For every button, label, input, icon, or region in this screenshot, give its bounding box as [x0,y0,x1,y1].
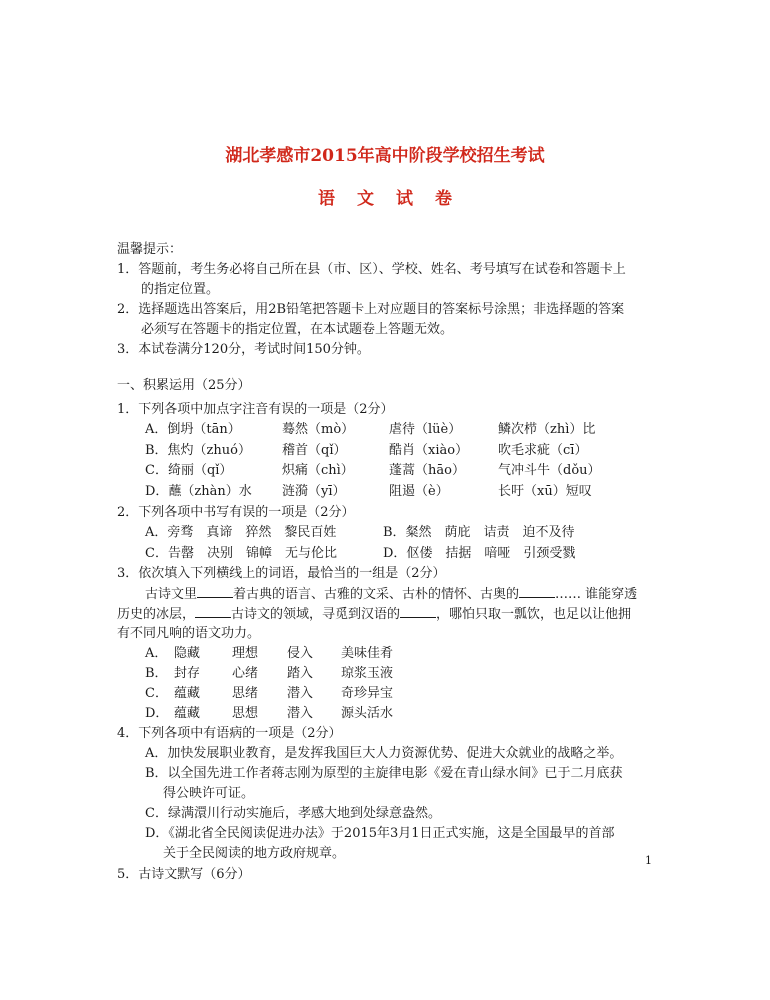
q1-option-c: C．绮丽（qǐ） [145,463,233,478]
q3-a-word-1: 隐藏 [174,646,201,661]
q4-option-d-cont: 关于全民阅读的地方政府规章。 [163,846,346,861]
q1-b-word-4: 吹毛求疵（cī） [498,443,588,458]
q1-option-d: D．蘸（zhàn）水 [145,484,252,499]
q1-a-word-4: 鳞次栉（zhì）比 [498,422,596,437]
q4-option-d: D．《湖北省全民阅读促进办法》于2015年3月1日正式实施，这是全国最早的首部 [145,826,615,841]
q1-option-a: A．倒坍（tān） [145,422,241,437]
q3-d-word-3: 潜入 [287,706,314,721]
q3-option-d-label: D． [145,706,169,721]
q3-b-word-1: 封存 [174,666,201,681]
q3-a-word-3: 侵入 [287,646,314,661]
q3-passage-line-3: 有不同凡响的语文功力。 [117,626,261,641]
q4-option-c: C．绿满澴川行动实施后，孝感大地到处绿意盎然。 [145,806,441,821]
q3-d-word-2: 思想 [232,706,259,721]
q3-option-a-label: A． [145,646,168,661]
notice-item-1-cont: 的指定位置。 [141,282,220,297]
q1-d-word-2: 涟漪（yī） [282,484,346,499]
notice-item-1: 1．答题前，考生务必将自己所在县（市、区）、学校、姓名、考号填写在试卷和答题卡上 [117,262,626,277]
q3-passage-line-1: 古诗文里 着古典的语言、古雅的文采、古朴的情怀、古奥的 …… 谁能穿透 [145,587,638,602]
q1-d-word-4: 长吁（xū）短叹 [498,484,592,499]
q3-d-word-1: 蕴藏 [174,706,201,721]
exam-subtitle: 语文试卷 [318,189,474,209]
question-4-stem: 4．下列各项中有语病的一项是（2分） [117,726,342,741]
notice-item-2: 2．选择题选出答案后，用2B铅笔把答题卡上对应题目的答案标号涂黑；非选择题的答案 [117,302,625,317]
question-2-stem: 2．下列各项中书写有误的一项是（2分） [117,505,355,520]
q3-b-word-4: 琼浆玉液 [341,666,394,681]
exam-title: 湖北孝感市2015年高中阶段学校招生考试 [225,146,545,166]
q1-a-word-2: 蓦然（mò） [282,422,355,437]
q2-option-d: D．伛偻 拮据 喑哑 引颈受戮 [383,546,576,561]
q4-option-b-cont: 得公映许可证。 [163,786,255,801]
notice-item-3: 3．本试卷满分120分，考试时间150分钟。 [117,342,370,357]
q3-b-word-3: 踏入 [287,666,314,681]
q4-option-b: B．以全国先进工作者蒋志刚为原型的主旋律电影《爱在青山绿水间》已于二月底获 [145,766,623,781]
question-3-stem: 3．依次填入下列横线上的词语，最恰当的一组是（2分） [117,566,446,581]
q2-option-c: C．告罄 决别 锦幛 无与伦比 [145,546,337,561]
q1-c-word-3: 蓬蒿（hāo） [389,463,465,478]
q3-a-word-4: 美味佳肴 [341,646,394,661]
q4-option-a: A．加快发展职业教育，是发挥我国巨大人力资源优势、促进大众就业的战略之举。 [145,746,623,761]
q1-b-word-2: 稽首（qǐ） [282,443,347,458]
q3-a-word-2: 理想 [232,646,259,661]
question-5-stem: 5．古诗文默写（6分） [117,867,251,882]
q3-option-b-label: B． [145,666,168,681]
q2-option-a: A．旁骛 真谛 猝然 黎民百姓 [145,525,337,540]
q1-c-word-2: 炽痛（chì） [282,463,354,478]
q1-b-word-3: 酷肖（xiào） [389,443,469,458]
q3-c-word-3: 潜入 [287,686,314,701]
q3-passage-line-2: 历史的冰层， 古诗文的领域，寻觅到汉语的 ，哪怕只取一瓢饮，也足以让他拥 [117,607,632,622]
q3-d-word-4: 源头活水 [341,706,394,721]
q3-option-c-label: C． [145,686,168,701]
q3-c-word-4: 奇珍异宝 [341,686,394,701]
q1-option-b: B．焦灼（zhuó） [145,443,251,458]
section-heading: 一、积累运用（25分） [117,378,251,393]
page-number: 1 [645,854,652,867]
notice-item-2-cont: 必须写在答题卡的指定位置，在本试题卷上答题无效。 [141,322,454,337]
notice-heading: 温馨提示： [117,242,183,257]
q1-d-word-3: 阻遏（è） [389,484,449,499]
q3-c-word-2: 思绪 [232,686,259,701]
q3-c-word-1: 蕴藏 [174,686,201,701]
question-1-stem: 1．下列各项中加点字注音有误的一项是（2分） [117,402,394,417]
q1-c-word-4: 气冲斗牛（dǒu） [498,463,601,478]
q3-b-word-2: 心绪 [232,666,259,681]
q1-a-word-3: 虐待（lüè） [389,422,462,437]
q2-option-b: B．粲然 荫庇 诘责 迫不及待 [383,525,575,540]
